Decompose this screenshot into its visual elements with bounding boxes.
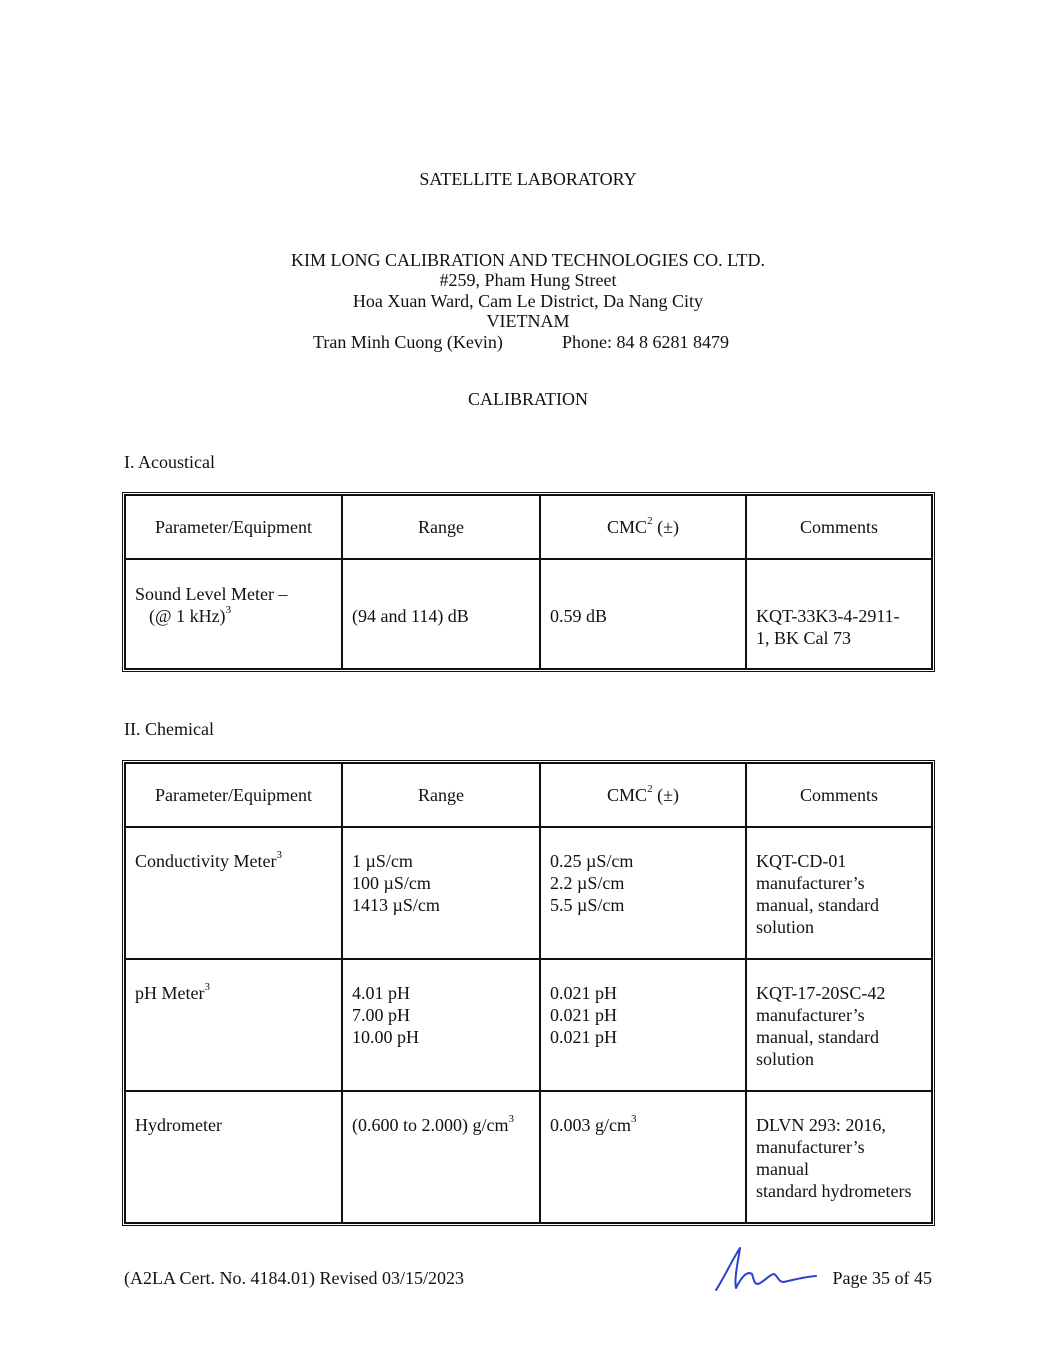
company-street: #259, Pham Hung Street: [439, 270, 617, 290]
parameter-cell: [125, 827, 342, 959]
parameter-line2: (@ 1 kHz): [149, 606, 226, 626]
header-comments: Comments: [746, 495, 932, 559]
footer-cert: (A2LA Cert. No. 4184.01) Revised 03/15/2023: [124, 1268, 464, 1288]
parameter-footnote: 3: [276, 849, 282, 861]
cmc-cell: 0.021 pH 0.021 pH 0.021 pH: [540, 959, 746, 1091]
cmc-label: 0.003 g/cm: [550, 1115, 631, 1135]
signature-stroke: [716, 1248, 816, 1290]
company-district: Hoa Xuan Ward, Cam Le District, Da Nang City: [352, 291, 704, 311]
comments-cell: KQT-17-20SC-42 manufacturer’s manual, standard solution: [746, 959, 932, 1091]
parameter-footnote: 3: [225, 604, 232, 616]
table-header-row: [125, 495, 932, 559]
cmc-cell: 0.25 µS/cm 2.2 µS/cm 5.5 µS/cm: [540, 827, 746, 959]
parameter-line1: Sound Level Meter –: [135, 584, 288, 604]
header-parameter: Parameter/Equipment: [125, 763, 342, 827]
acoustical-heading: I. Acoustical: [124, 452, 215, 472]
header-parameter: Parameter/Equipment: [125, 495, 342, 559]
range-cell: 1 µS/cm 100 µS/cm 1413 µS/cm: [342, 827, 540, 959]
parameter-label: pH Meter: [135, 983, 205, 1003]
comments-cell: KQT-33K3-4-2911- 1, BK Cal 73: [746, 559, 932, 669]
header-range: Range: [342, 495, 540, 559]
header-cmc-pm: (±): [652, 517, 679, 537]
header-cmc-pm: (±): [652, 785, 679, 805]
cmc-cell: [540, 1091, 746, 1223]
table-row: [125, 827, 932, 959]
page-title: SATELLITE LABORATORY: [419, 169, 637, 189]
parameter-line2-wrap: [135, 605, 332, 627]
company-name: KIM LONG CALIBRATION AND TECHNOLOGIES CO. LTD.: [291, 250, 765, 270]
range-cell: (94 and 114) dB: [342, 559, 540, 669]
header-cmc-footnote: 2: [647, 783, 653, 795]
table-row: [125, 559, 932, 669]
section-title: CALIBRATION: [468, 389, 588, 409]
table-row: [125, 1091, 932, 1223]
header-cmc-label: CMC: [607, 785, 648, 805]
parameter-footnote: 3: [204, 981, 210, 993]
header-cmc: [540, 763, 746, 827]
cmc-cell: 0.59 dB: [540, 559, 746, 669]
comments-cell: KQT-CD-01 manufacturer’s manual, standard solution: [746, 827, 932, 959]
table-header-row: [125, 763, 932, 827]
parameter-cell: Hydrometer: [125, 1091, 342, 1223]
range-footnote: 3: [508, 1113, 514, 1125]
range-cell: 4.01 pH 7.00 pH 10.00 pH: [342, 959, 540, 1091]
header-range: Range: [342, 763, 540, 827]
header-cmc-footnote: 2: [647, 515, 653, 527]
range-label: (0.600 to 2.000) g/cm: [352, 1115, 509, 1135]
acoustical-table: [122, 492, 935, 672]
parameter-cell: [125, 959, 342, 1091]
chemical-table: [122, 760, 935, 1226]
header-cmc-label: CMC: [607, 517, 648, 537]
header-cmc: [540, 495, 746, 559]
range-cell: [342, 1091, 540, 1223]
chemical-heading: II. Chemical: [124, 719, 214, 739]
cmc-footnote: 3: [631, 1113, 637, 1125]
contact-phone: Phone: 84 8 6281 8479: [562, 332, 730, 352]
signature-mark: [708, 1240, 820, 1296]
header-comments: Comments: [746, 763, 932, 827]
contact-name: Tran Minh Cuong (Kevin): [313, 332, 503, 352]
table-row: [125, 959, 932, 1091]
page-number: Page 35 of 45: [832, 1268, 932, 1288]
parameter-label: Conductivity Meter: [135, 851, 277, 871]
company-country: VIETNAM: [486, 311, 570, 331]
parameter-cell: [125, 559, 342, 669]
comments-cell: DLVN 293: 2016, manufacturer’s manual standard hydrometers: [746, 1091, 932, 1223]
